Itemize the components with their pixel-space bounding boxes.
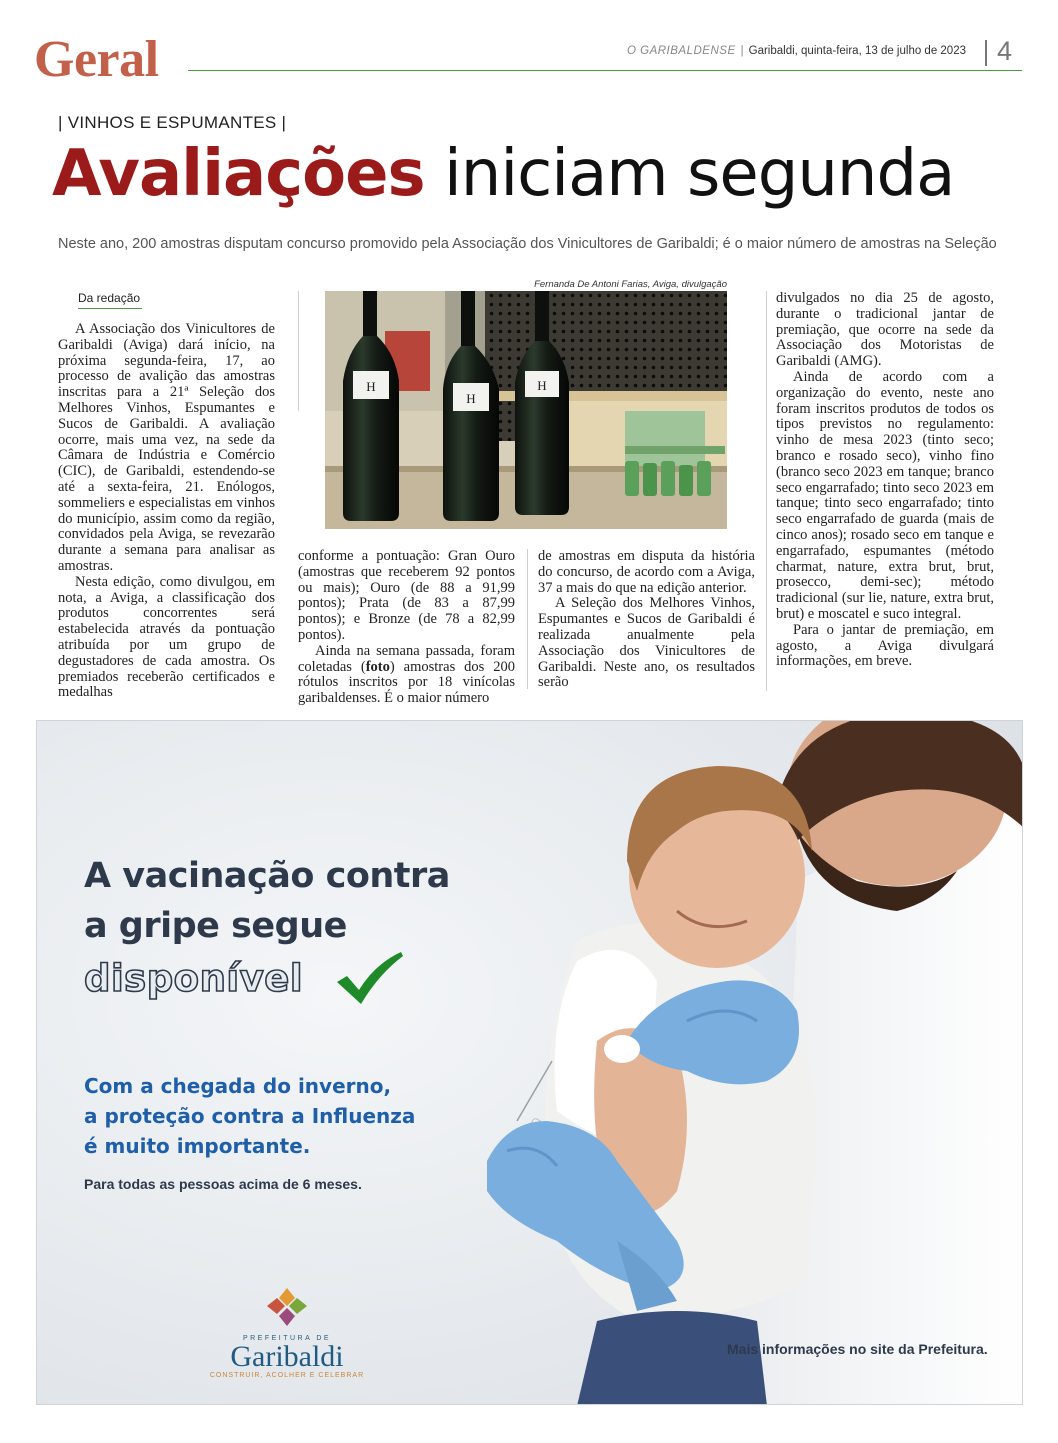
prefeitura-logo <box>202 1286 372 1379</box>
ad-more-info: Mais informações no site da Prefeitura. <box>727 1341 988 1357</box>
ad-subtitle-line-3: é muito importante. <box>84 1134 311 1158</box>
ad-available-word: disponível <box>84 957 304 1000</box>
ad-title <box>84 851 450 951</box>
col2-paragraph-2 <box>298 644 515 707</box>
headline-rest: iniciam segunda <box>443 137 955 211</box>
article-column-2 <box>298 549 515 707</box>
ad-subtitle-line-1: Com a chegada do inverno, <box>84 1074 392 1098</box>
col4-paragraph-2: Ainda de acordo com a organização do evento, neste ano foram inscritos produtos de todos os tipos previstos no regulamento: vinho de mesa 2023 (tinto seco; branco e rosado seco), vinho fino (branco seco 2023 em tanque; branco seco engarrafado; tinto seco 2023 em tanque; tinto seco engarrafado; tinto seco engarrafado de guarda (mais de cinco anos); rosado seco em tanque e engarrafado, espumantes (método charmat, nature, extra brut, brut, prosecco, demi-sec); método tradicional (sur lie, nature, extra brut, brut) e moscatel e suco integral. <box>776 368 994 622</box>
page-number: 4 <box>997 36 1013 66</box>
article-column-4 <box>776 291 994 670</box>
article-subhead: Neste ano, 200 amostras disputam concurso promovido pela Associação dos Vinicultores de Garibaldi; é o maior número de amostras na Seleção <box>58 236 997 252</box>
ad-note: Para todas as pessoas acima de 6 meses. <box>84 1176 362 1192</box>
prefeitura-logo-icon <box>265 1286 309 1328</box>
bottle-label-2: H <box>466 391 476 406</box>
col2-text-b: ) amostras dos 200 rótulos inscritos por 18 vinícolas garibaldenses. É o maior número <box>298 658 515 707</box>
col2-text-bold: foto <box>365 658 390 675</box>
header-info: O GARIBALDENSE | Garibaldi, quinta-feira, 13 de julho de 2023 <box>627 45 966 57</box>
photo-credit: Fernanda De Antoni Farias, Aviga, divulgação <box>534 279 727 290</box>
vaccination-illustration <box>37 721 1023 1405</box>
col4-paragraph-3: Para o jantar de premiação, em agosto, a Aviga divulgará informações, em breve. <box>776 621 994 670</box>
ad-title-line-1: A vacinação contra <box>84 856 450 896</box>
article-column-3 <box>538 549 755 691</box>
col4-paragraph-1: divulgados no dia 25 de agosto, durante o tradicional jantar de premiação, que ocorre na sede da Associação dos Motoristas de Garibaldi (AMG). <box>776 290 994 370</box>
article-kicker: | VINHOS E ESPUMANTES | <box>58 113 287 132</box>
col2-paragraph-1: conforme a pontuação: Gran Ouro (amostras que receberem 92 pontos ou mais); Ouro (de 88 a 91,99 pontos); Prata (de 83 a 87,99 pontos); e Bronze (de 78 a 82,99 pontos). <box>298 548 515 643</box>
headline-highlight: Avaliações <box>52 137 425 211</box>
ad-available-wrap <box>84 957 303 1000</box>
bottle-label-1: H <box>366 379 376 394</box>
article-photo-wine-bottles <box>325 291 727 529</box>
byline-rule <box>78 308 142 309</box>
col3-paragraph-1: de amostras em disputa da história do concurso, de acordo com a Aviga, 37 a mais do que na edição anterior. <box>538 548 755 596</box>
col2-text-a: Ainda na semana passada, foram coletadas ( <box>298 642 515 675</box>
column-rule <box>298 291 299 411</box>
ad-title-line-2: a gripe segue <box>84 906 347 946</box>
column-rule <box>766 291 767 691</box>
logo-tagline: CONSTRUIR, ACOLHER E CELEBRAR <box>209 1372 365 1379</box>
logo-name: Garibaldi <box>230 1340 344 1373</box>
byline: Da redação <box>78 291 141 305</box>
ad-subtitle <box>84 1071 415 1161</box>
checkmark-icon <box>333 950 405 1008</box>
section-title: Geral <box>34 31 159 88</box>
column-rule <box>527 549 528 689</box>
col3-paragraph-2: A Seleção dos Melhores Vinhos, Espumantes e Sucos de Garibaldi é realizada anualmente pela Associação dos Vinicultores de Garibaldi. Neste ano, os resultados serão <box>538 595 755 691</box>
bottle-label-3: H <box>537 378 547 393</box>
header-rule <box>188 70 1022 71</box>
vaccination-advertisement <box>36 720 1023 1405</box>
col1-paragraph-1: A Associação dos Vinicultores de Garibaldi (Aviga) dará início, na próxima segunda-feira, 17, ao processo de avalição das amostras inscritas para a 21ª Seleção dos Melhores Vinhos, Espumantes e Sucos de Garibaldi. A avaliação ocorre, mais uma vez, na sede da Câmara de Indústria e Comércio (CIC), de Garibaldi, estendendo-se até a sexta-feira, 21. Enólogos, sommeliers e especialistas em vinhos do município, assim como da região, convidados pela Aviga, se revezarão durante a semana para analisar as amostras. <box>58 321 275 574</box>
article-column-1 <box>58 322 275 701</box>
logo-prefix: PREFEITURA DE <box>242 1335 332 1342</box>
article-headline <box>52 137 955 211</box>
date-line: Garibaldi, quinta-feira, 13 de julho de 2023 <box>748 45 966 57</box>
ad-subtitle-line-2: a proteção contra a Influenza <box>84 1104 416 1128</box>
page-number-divider <box>985 40 987 66</box>
newspaper-name: O GARIBALDENSE <box>627 45 736 57</box>
col1-paragraph-2: Nesta edição, como divulgou, em nota, a Aviga, a classificação dos produtos concorrentes será estabelecida através da pontuação atribuída por um grupo de degustadores de cada amostra. Os premiados receberão certificados e medalhas <box>58 573 275 701</box>
